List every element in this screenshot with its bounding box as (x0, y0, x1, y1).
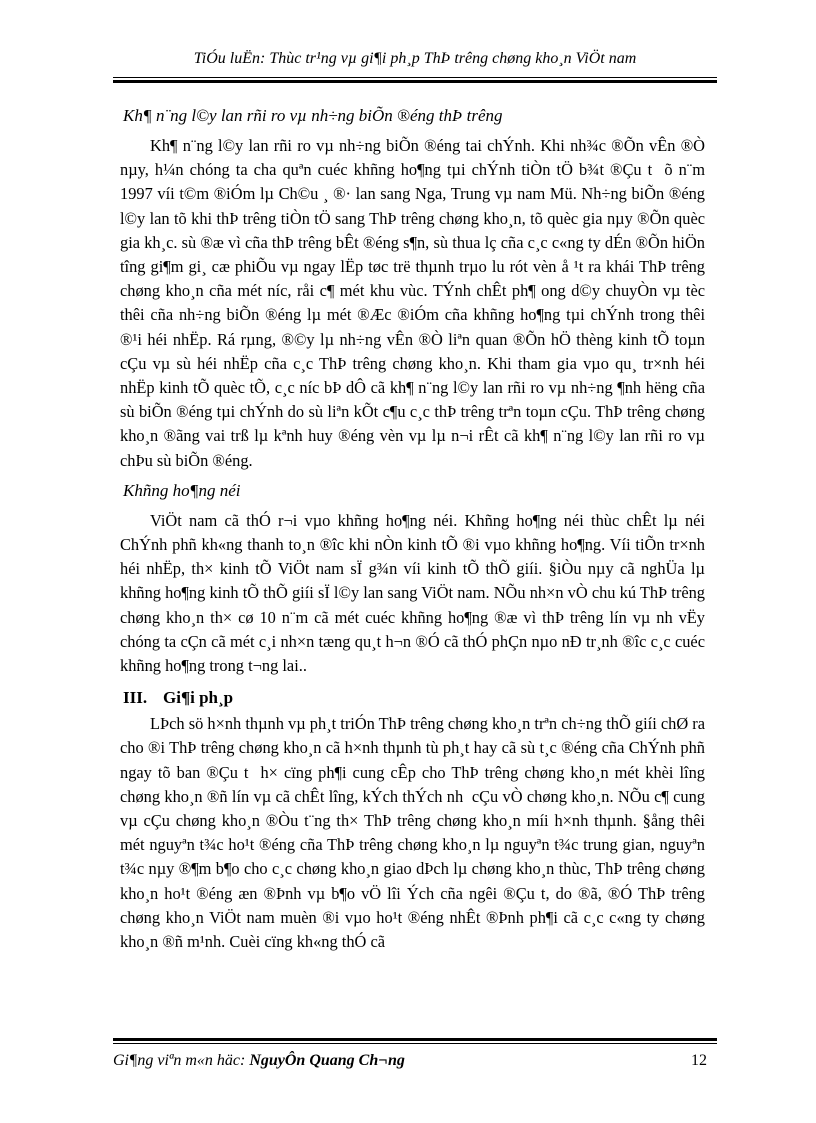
page-footer (113, 1038, 717, 1078)
document-body (120, 98, 705, 954)
solutions-heading-text: Gi¶i ph¸p (163, 688, 234, 708)
solutions-roman-numeral: III. (123, 688, 148, 708)
footer-rule-thin (113, 1043, 717, 1044)
footer-lecturer-name: NguyÔn Quang Ch¬ng (249, 1052, 405, 1069)
risk-heading: Kh¶ n¨ng l©y lan rñi ro vµ nh÷ng biÕn ®éng thÞ trêng (123, 106, 503, 125)
header-rule-thick (113, 80, 717, 83)
solutions-heading (120, 686, 705, 710)
risk-paragraph: Kh¶ n¨ng l©y lan rñi ro vµ nh÷ng biÕn ®éng tai chÝnh. Khi nh¾c ®Õn vÊn ®Ò nµy, h¼n chóng ta cha quªn cuéc khñng ho¶ng tµi chÝnh tiÒn tÖ b¾t ®Çu t õ n¨m 1997 víi t©m ®iÓm lµ Ch©u ¸ ®· lan sang Nga, Trung vµ nam Mü. Nh÷ng biÕn ®éng l©y lan tõ khi thÞ trêng tiÒn tÖ sang ThÞ trêng chøng kho¸n, tõ quèc gia nµy ®Õn quèc gia kh¸c. sù ®æ vì cña thÞ trêng bÊt ®éng s¶n, sù thua lç cña c¸c c«ng ty dÉn ®Õn hiÖn tîng gi¶m gi¸ cæ phiÕu vµ ngay lËp tøc trë thµnh trµo lu rót vèn å ¹t ra khái ThÞ trêng chøng kho¸n cña mét níc, råi c¶ mét khu vùc. TÝnh chÊt ph¶ ong d©y chuyÒn vµ tèc thêi cña nh÷ng biÕn ®éng lµ mét ®Æc ®iÓm cña khñng ho¶ng tµi chÝnh trong thêi ®¹i héi nhËp. Rá rµng, ®©y lµ nh÷ng vÊn ®Ò liªn quan ®Õn hÖ thèng kinh tÕ toµn cÇu vµ sù héi nhËp cña c¸c ThÞ trêng chøng kho¸n. Khi tham gia vµo qu¸ tr×nh héi nhËp kinh tÕ quèc tÕ, c¸c níc bÞ dÔ cã kh¶ n¨ng l©y lan rñi ro vµ nh÷ng ¶nh hëng cña sù biÕn ®éng tµi chÝnh do sù liªn kÕt c¶u c¸c thÞ trêng trªn toµn cÇu. ThÞ trêng chøng kho¸n ®ãng vai trß lµ kªnh huy ®éng vèn vµ lµ n¬i rÊt cã kh¶ n¨ng l©y lan rñi ro vµ chÞu sù biÕn ®éng. (120, 136, 705, 470)
crisis-heading: Khñng ho¶ng néi (123, 480, 241, 500)
header-title: TiÓu luËn: Thùc tr¹ng vµ gi¶i ph¸p ThÞ trêng chøng kho¸n ViÖt nam (193, 50, 637, 67)
header-rule-thin (113, 77, 717, 78)
solutions-paragraph: LÞch sö h×nh thµnh vµ ph¸t triÓn ThÞ trêng chøng kho¸n trªn ch÷ng thÕ giíi chØ ra cho ®i ThÞ trêng chøng kho¸n cã h×nh thµnh tù ph¸t hay cã sù t¸c ®éng cña ChÝnh phñ ngay tõ ban ®Çu t h× cïng ph¶i cung cÊp cho ThÞ trêng chøng kho¸n mét khèi lîng chøng kho¸n ®ñ lín vµ cã chÊt lîng, kÝch thÝch nh cÇu vÒ chøng kho¸n. NÕu c¶ cung vµ cÇu chøng kho¸n ®Òu t¨ng th× ThÞ trêng chøng kho¸n míi h×nh thµnh. §ång thêi mét nguyªn t¾c ho¹t ®éng cña ThÞ trêng chøng kho¸n lµ nguyªn t¾c trung gian, nguyªn t¾c nµy ®¶m b¶o cho c¸c chøng kho¸n giao dÞch lµ chøng kho¸n thùc, ThÞ trêng chøng kho¸n ho¹t ®éng æn ®Þnh vµ b¶o vÖ lîi Ých cña ngêi ®Çu t, do ®ã, ®Ó ThÞ trêng chøng kho¸n ViÖt nam muèn ®i vµo ho¹t ®éng nhÊt ®Þnh ph¶i cã c¸c c«ng ty chøng kho¸n ®ñ m¹nh. Cuèi cïng kh«ng thÓ cã (120, 714, 705, 952)
page-number: 12 (691, 1052, 707, 1069)
footer-rule-thick (113, 1038, 717, 1041)
footer-lecturer (113, 1052, 405, 1070)
footer-lecturer-prefix: Gi¶ng viªn m«n häc: (113, 1052, 250, 1069)
crisis-paragraph: ViÖt nam cã thÓ r¬i vµo khñng ho¶ng néi. Khñng ho¶ng néi thùc chÊt lµ néi ChÝnh phñ kh«ng thanh to¸n ®îc khi nÒn kinh tÕ ®i vµo khñng ho¶ng. Víi tiÕn tr×nh héi nhËp, th× kinh tÕ ViÖt nam sÏ g¾n víi kinh tÕ thÕ giíi. §iÒu nµy cã nghÜa lµ khñng ho¶ng kinh tÕ thÕ giíi sÏ l©y lan sang ViÖt nam. NÕu nh×n vÒ chu kú ThÞ trêng chøng kho¸n th× cø 10 n¨m cã mét cuéc khñng ho¶ng ®æ vì thÞ trêng lín vµ nh vËy chóng ta cÇn cã mét c¸i nh×n tæng qu¸t h¬n ®Ó cã thÓ phÇn nµo nÐ tr¸nh ®îc c¸c cuéc khñng ho¶ng trong t¬ng lai.. (120, 510, 705, 676)
page-header (113, 48, 717, 88)
